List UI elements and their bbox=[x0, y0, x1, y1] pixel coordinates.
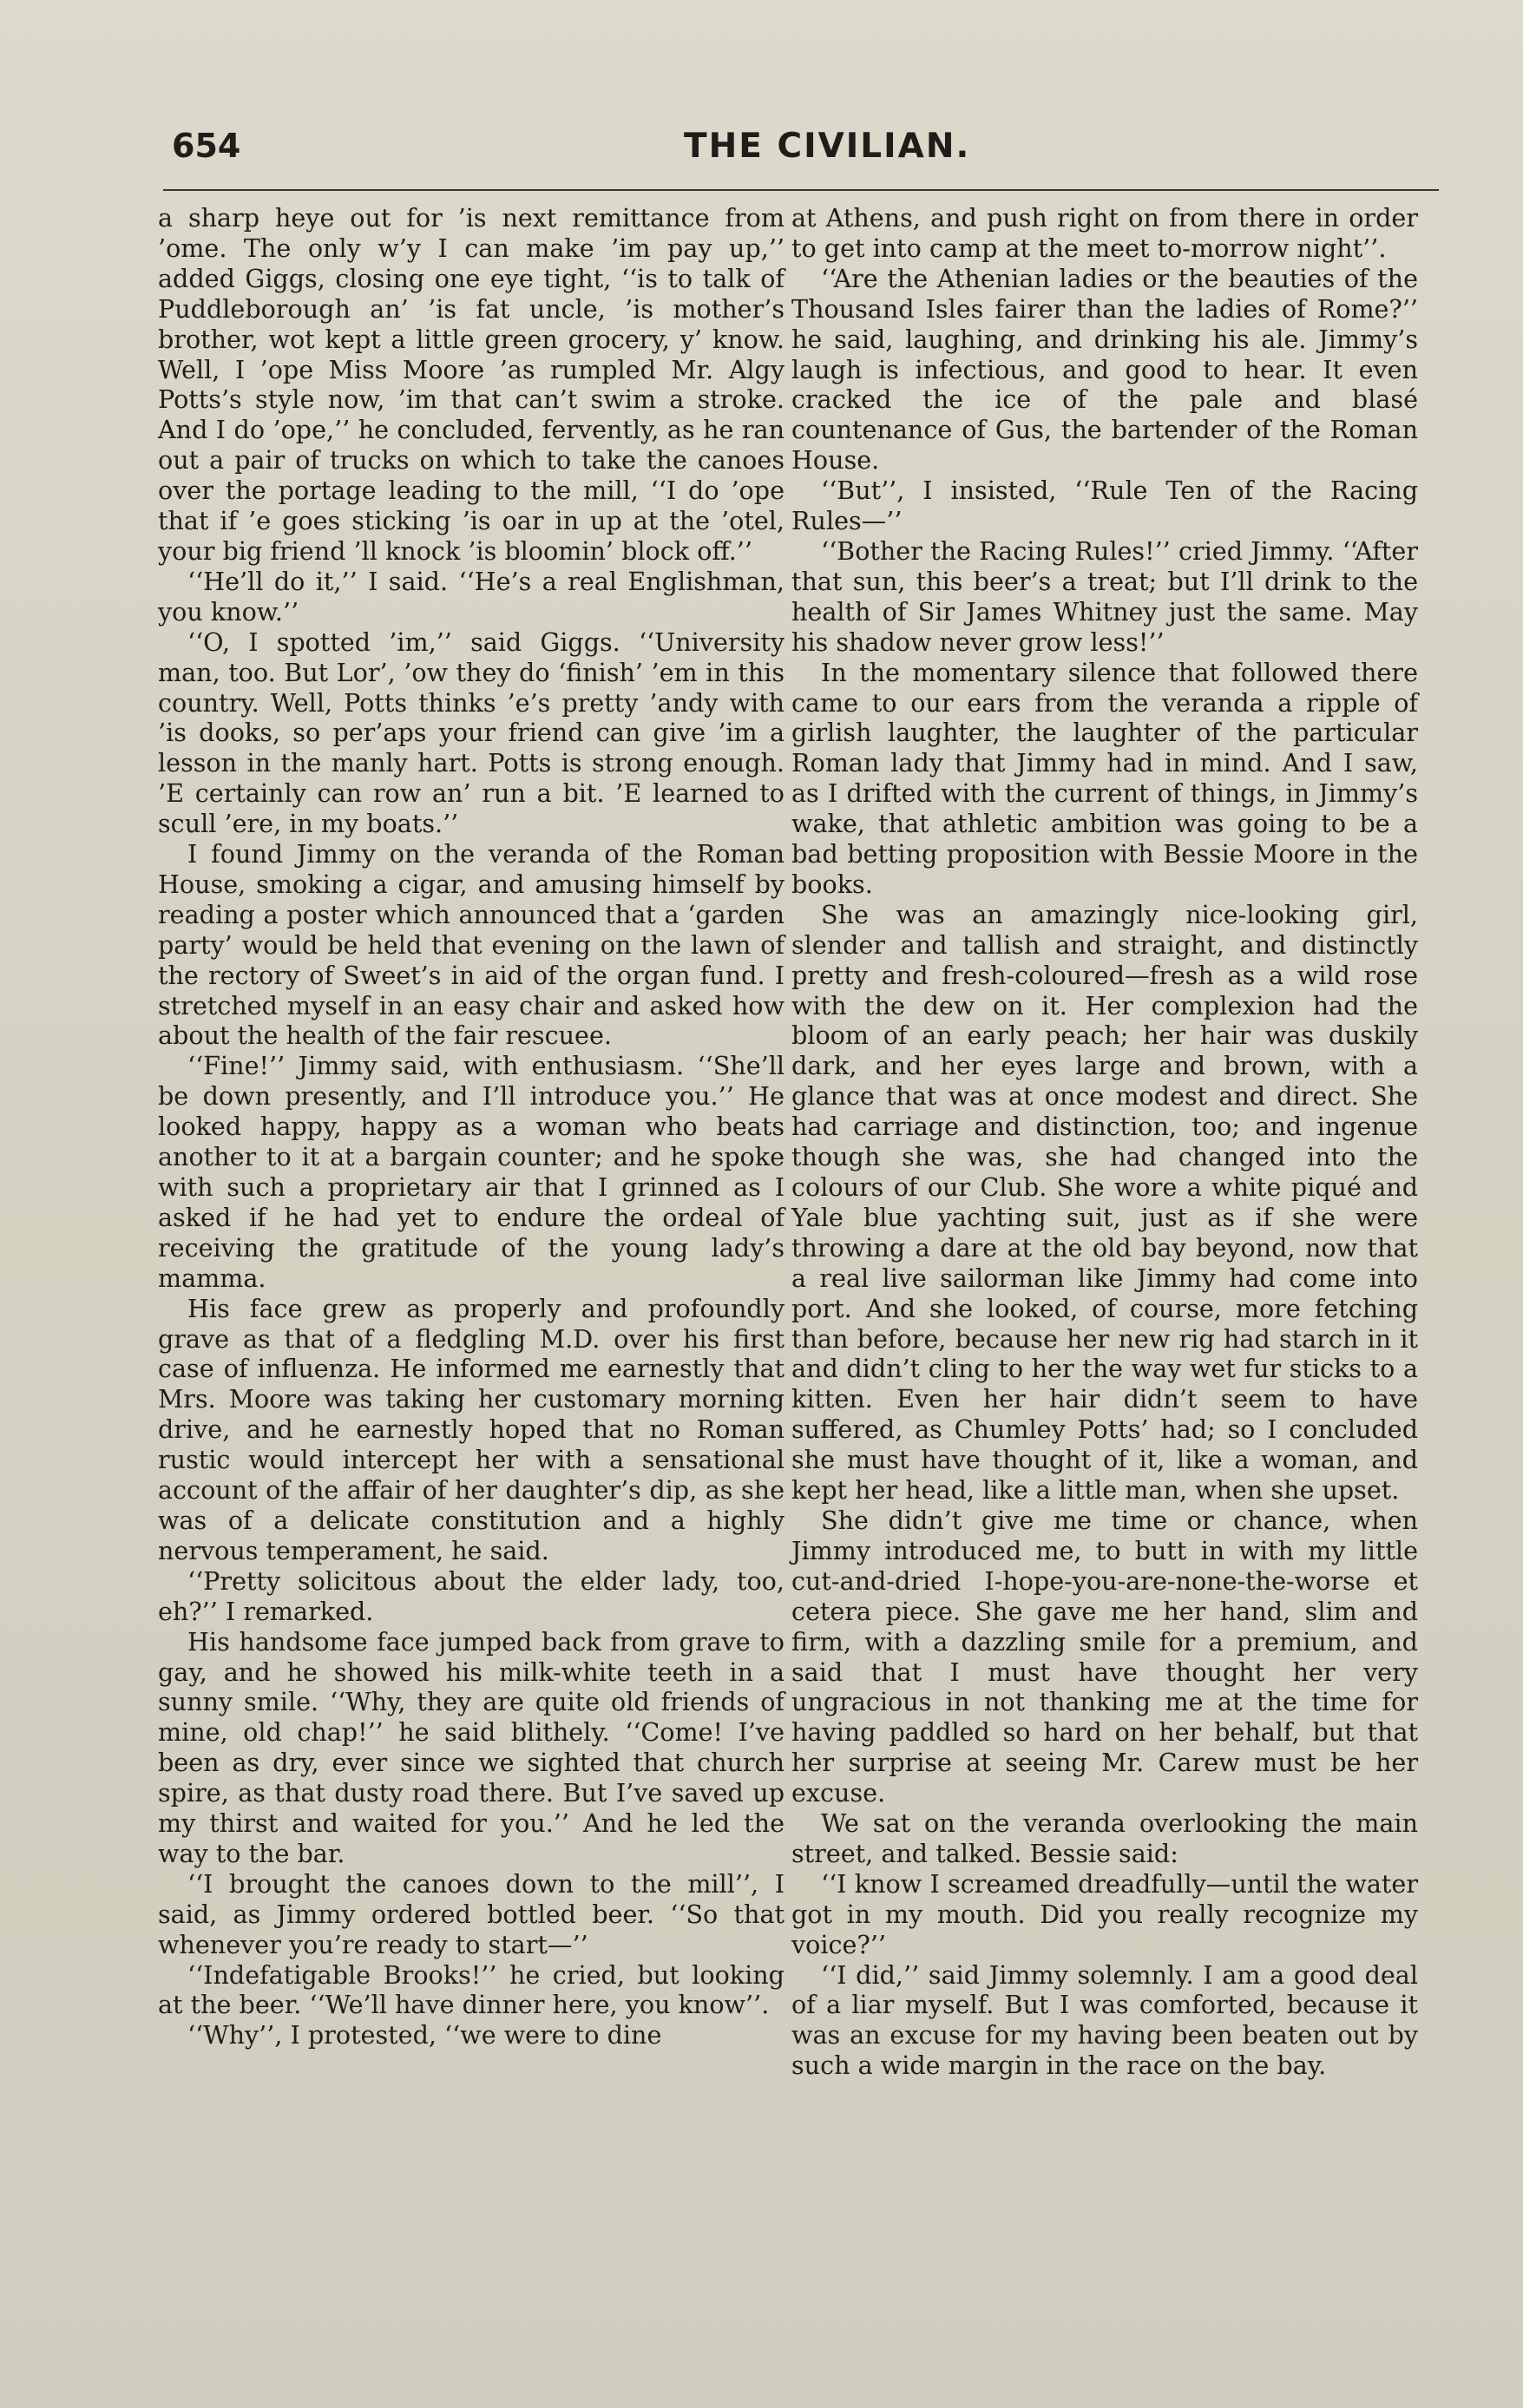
paragraph: ‘‘I did,’’ said Jimmy solemnly. I am a good deal of a liar myself. But I was comforted, because it was an excuse for my having been beaten out by such a wide margin in the race on the bay. bbox=[791, 1959, 1418, 2081]
paragraph: at Athens, and push right on from there in order to get into camp at the meet to-morrow night’’. bbox=[791, 203, 1418, 263]
paragraph: ‘‘Pretty solicitous about the elder lady, too, eh?’’ I remarked. bbox=[158, 1565, 784, 1626]
paragraph: a sharp heye out for ’is next remittance from ’ome. The only w’y I can make ’im pay up,’’ added Giggs, closing one eye tight, ‘‘is to talk of Puddleborough an’ ’is fat uncle, ’is mother’s brother, wot kept a little green grocery, y’ know. Well, I ’ope Miss Moore ’as rumpled Mr. Algy Potts’s style now, ’im that can’t swim a stroke. And I do ’ope,’’ he concluded, fervently, as he ran out a pair of trucks on which to take the canoes over the portage leading to the mill, ‘‘I do ’ope that if ’e goes sticking ’is oar in up at the ’otel, your big friend ’ll knock ’is bloomin’ block off.’’ bbox=[158, 203, 784, 566]
paragraph: ‘‘Bother the Racing Rules!’’ cried Jimmy. ‘‘After that sun, this beer’s a treat; but I’ll drink to the health of Sir James Whitney just the same. May his shadow never grow less!’’ bbox=[791, 535, 1418, 657]
left-column bbox=[158, 203, 784, 2050]
paragraph: ‘‘Are the Athenian ladies or the beauties of the Thousand Isles fairer than the ladies of Rome?’’ he said, laughing, and drinking his ale. Jimmy’s laugh is infectious, and good to hear. It even cracked the ice of the pale and blasé countenance of Gus, the bartender of the Roman House. bbox=[791, 263, 1418, 476]
paragraph: We sat on the veranda overlooking the main street, and talked. Bessie said: bbox=[791, 1808, 1418, 1868]
paragraph: His face grew as properly and profoundly grave as that of a fledgling M.D. over his first case of influenza. He informed me earnestly that Mrs. Moore was taking her customary morning drive, and he earnestly hoped that no Roman rustic would intercept her with a sensational account of the affair of her daughter’s dip, as she was of a delicate constitution and a highly nervous temperament, he said. bbox=[158, 1293, 784, 1565]
paragraph: ‘‘Why’’, I protested, ‘‘we were to dine bbox=[187, 2020, 662, 2050]
paragraph: ‘‘I know I screamed dreadfully—until the water got in my mouth. Did you really recognize my voice?’’ bbox=[791, 1868, 1418, 1959]
paragraph: ‘‘Fine!’’ Jimmy said, with enthusiasm. ‘‘She’ll be down presently, and I’ll introduce you.’’ He looked happy, happy as a woman who beats another to it at a bargain counter; and he spoke with such a proprietary air that I grinned as I asked if he had yet to endure the ordeal of receiving the gratitude of the young lady’s mamma. bbox=[158, 1051, 784, 1293]
paragraph: ‘‘I brought the canoes down to the mill’’, I said, as Jimmy ordered bottled beer. ‘‘So that whenever you’re ready to start—’’ bbox=[158, 1868, 784, 1959]
paragraph: In the momentary silence that followed there came to our ears from the veranda a ripple of girlish laughter, the laughter of the particular Roman lady that Jimmy had in mind. And I saw, as I drifted with the current of things, in Jimmy’s wake, that athletic ambition was going to be a bad betting proposition with Bessie Moore in the books. bbox=[791, 657, 1418, 899]
running-title: THE CIVILIAN. bbox=[684, 127, 971, 166]
page-number: 654 bbox=[172, 127, 241, 165]
paragraph: ‘‘O, I spotted ’im,’’ said Giggs. ‘‘University man, too. But Lor’, ’ow they do ‘finish’ ’em in this country. Well, Potts thinks ’e’s pretty ’andy with ’is dooks, so per’aps your friend can give ’im a lesson in the manly hart. Potts is strong enough. ’E certainly can row an’ run a bit. ’E learned to scull ’ere, in my boats.’’ bbox=[158, 627, 784, 839]
paragraph: His handsome face jumped back from grave to gay, and he showed his milk-white teeth in a sunny smile. ‘‘Why, they are quite old friends of mine, old chap!’’ he said blithely. ‘‘Come! I’ve been as dry, ever since we sighted that church spire, as that dusty road there. But I’ve saved up my thirst and waited for you.’’ And he led the way to the bar. bbox=[158, 1626, 784, 1868]
right-column bbox=[791, 203, 1418, 2081]
paragraph: She didn’t give me time or chance, when Jimmy introduced me, to butt in with my little cut-and-dried I-hope-you-are-none-the-worse et cetera piece. She gave me her hand, slim and firm, with a dazzling smile for a premium, and said that I must have thought her very ungracious in not thanking me at the time for having paddled so hard on her behalf, but that her surprise at seeing Mr. Carew must be her excuse. bbox=[791, 1505, 1418, 1808]
page-header bbox=[163, 120, 1439, 180]
header-rule bbox=[163, 189, 1439, 191]
paragraph: ‘‘He’ll do it,’’ I said. ‘‘He’s a real Englishman, you know.’’ bbox=[158, 566, 784, 627]
paragraph: ‘‘Indefatigable Brooks!’’ he cried, but looking at the beer. ‘‘We’ll have dinner here, you know’’. bbox=[158, 1959, 784, 2020]
paragraph: I found Jimmy on the veranda of the Roman House, smoking a cigar, and amusing himself by reading a poster which announced that a ‘garden party’ would be held that evening on the lawn of the rectory of Sweet’s in aid of the organ fund. I stretched myself in an easy chair and asked how about the health of the fair rescuee. bbox=[158, 839, 784, 1051]
paragraph: She was an amazingly nice-looking girl, slender and tallish and straight, and distinctly pretty and fresh-coloured—fresh as a wild rose with the dew on it. Her complexion had the bloom of an early peach; her hair was duskily dark, and her eyes large and brown, with a glance that was at once modest and direct. She had carriage and distinction, too; and ingenue though she was, she had changed into the colours of our Club. She wore a white piqué and Yale blue yachting suit, just as if she were throwing a dare at the old bay beyond, now that a real live sailorman like Jimmy had come into port. And she looked, of course, more fetching than before, because her new rig had starch in it and didn’t cling to her the way wet fur sticks to a kitten. Even her hair didn’t seem to have suffered, as Chumley Potts’ had; so I concluded she must have thought of it, like a woman, and kept her head, like a little man, when she upset. bbox=[791, 899, 1418, 1506]
paragraph: ‘‘But’’, I insisted, ‘‘Rule Ten of the Racing Rules—’’ bbox=[791, 476, 1418, 536]
